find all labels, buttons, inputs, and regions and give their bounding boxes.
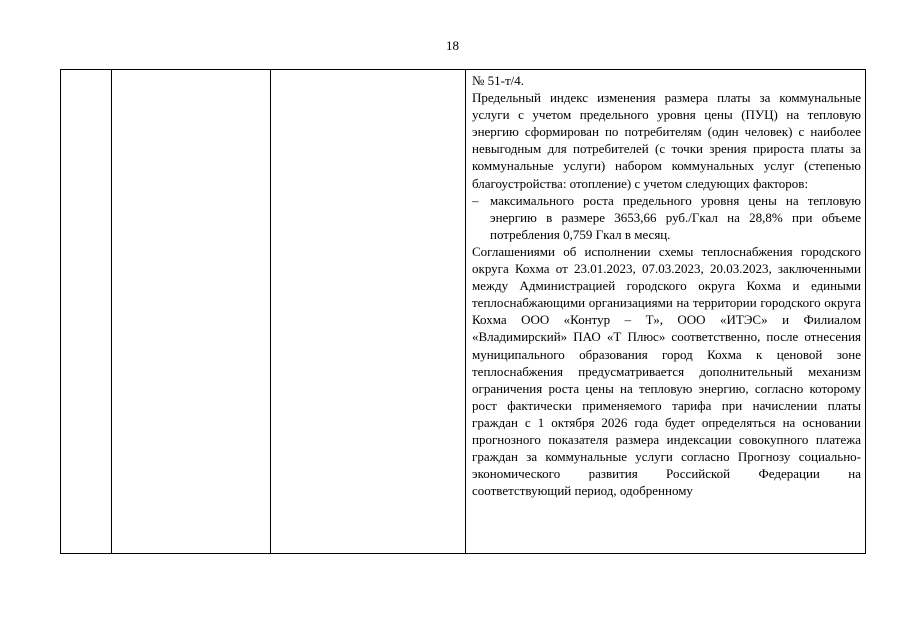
paragraph-price-index: Предельный индекс изменения размера платы за коммунальные услуги с учетом предельного уровня цены (ПУЦ) на тепловую энергию сформирован по потребителям (один человек) с наиболее невыгодным для потребителей (с точки зрения прироста платы за коммунальные услуги) набором коммунальных услуг (степенью благоустройства: отопление) с учетом следующих факторов: [472, 90, 861, 191]
document-reference: № 51-т/4. [472, 73, 525, 88]
bullet-item [472, 192, 861, 243]
table-cell-column-1 [61, 70, 112, 553]
table-cell-column-3 [271, 70, 466, 553]
page-number: 18 [446, 38, 459, 53]
paragraph-agreements: Соглашениями об исполнении схемы теплоснабжения городского округа Кохма от 23.01.2023, 07.03.2023, 20.03.2023, заключенными между Администрацией городского округа Кохма и едиными теплоснабжающими организациями на территории городского округа Кохма ООО «Контур – Т», ООО «ИТЭС» и Филиалом «Владимирский» ПАО «Т Плюс» соответственно, после отнесения муниципального образования город Кохма к ценовой зоне теплоснабжения предусматривается дополнительный механизм ограничения роста цены на тепловую энергию, согласно которому рост фактически применяемого тарифа при начислении платы граждан с 1 октября 2026 года будет определяться на основании прогнозного показателя размера индексации совокупного платежа граждан за коммунальные услуги согласно Прогнозу социально-экономического развития Российской Федерации на соответствующий период, одобренному [472, 243, 861, 499]
document-table [60, 69, 866, 554]
table-cell-column-4 [466, 70, 865, 553]
table-cell-column-2 [112, 70, 271, 553]
bullet-text: максимального роста предельного уровня цены на тепловую энергию в размере 3653,66 руб./Гкал на 28,8% при объеме потребления 0,759 Гкал в месяц. [490, 192, 861, 242]
bullet-dash: – [472, 192, 479, 208]
